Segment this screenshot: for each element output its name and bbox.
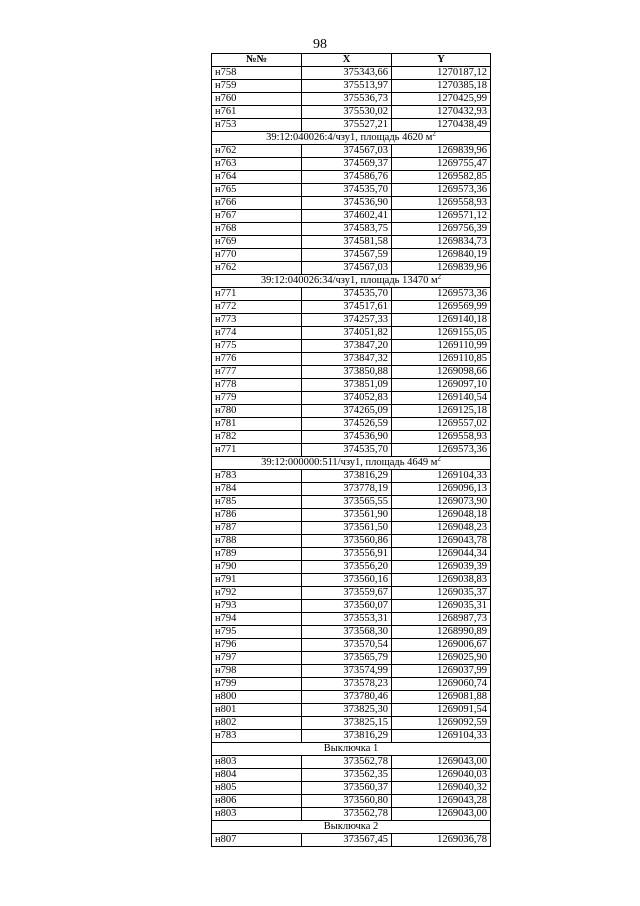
table-row bbox=[212, 717, 491, 730]
column-header-y: Y bbox=[392, 54, 491, 67]
section-title-text: Выключка 2 bbox=[323, 821, 379, 832]
y-coordinate-cell: 1269096,13 bbox=[392, 483, 491, 496]
point-id-cell: н763 bbox=[212, 158, 302, 171]
table-row bbox=[212, 574, 491, 587]
y-coordinate-cell: 1269098,66 bbox=[392, 366, 491, 379]
x-coordinate-cell: 373561,90 bbox=[302, 509, 392, 522]
table-row bbox=[212, 509, 491, 522]
point-id-cell: н793 bbox=[212, 600, 302, 613]
table-row bbox=[212, 678, 491, 691]
point-id-cell: н775 bbox=[212, 340, 302, 353]
x-coordinate-cell: 374567,03 bbox=[302, 262, 392, 275]
x-coordinate-cell: 373850,88 bbox=[302, 366, 392, 379]
point-id-cell: н804 bbox=[212, 769, 302, 782]
y-coordinate-cell: 1269044,34 bbox=[392, 548, 491, 561]
x-coordinate-cell: 374535,70 bbox=[302, 184, 392, 197]
section-row bbox=[212, 821, 491, 834]
y-coordinate-cell: 1269840,19 bbox=[392, 249, 491, 262]
y-coordinate-cell: 1269092,59 bbox=[392, 717, 491, 730]
table-row bbox=[212, 418, 491, 431]
y-coordinate-cell: 1269043,00 bbox=[392, 756, 491, 769]
table-row bbox=[212, 522, 491, 535]
point-id-cell: н790 bbox=[212, 561, 302, 574]
column-header-number: №№ bbox=[212, 54, 302, 67]
x-coordinate-cell: 375343,66 bbox=[302, 67, 392, 80]
coordinates-table bbox=[211, 53, 491, 847]
point-id-cell: н797 bbox=[212, 652, 302, 665]
x-coordinate-cell: 373556,20 bbox=[302, 561, 392, 574]
table-row bbox=[212, 353, 491, 366]
area-unit-superscript: 2 bbox=[437, 274, 442, 281]
x-coordinate-cell: 375527,21 bbox=[302, 119, 392, 132]
point-id-cell: н759 bbox=[212, 80, 302, 93]
table-row bbox=[212, 483, 491, 496]
y-coordinate-cell: 1270187,12 bbox=[392, 67, 491, 80]
table-row bbox=[212, 665, 491, 678]
table-row bbox=[212, 171, 491, 184]
table-row bbox=[212, 535, 491, 548]
x-coordinate-cell: 373825,15 bbox=[302, 717, 392, 730]
table-row bbox=[212, 730, 491, 743]
x-coordinate-cell: 374602,41 bbox=[302, 210, 392, 223]
y-coordinate-cell: 1269035,37 bbox=[392, 587, 491, 600]
y-coordinate-cell: 1269104,33 bbox=[392, 470, 491, 483]
y-coordinate-cell: 1269104,33 bbox=[392, 730, 491, 743]
point-id-cell: н758 bbox=[212, 67, 302, 80]
y-coordinate-cell: 1269834,73 bbox=[392, 236, 491, 249]
table-row bbox=[212, 769, 491, 782]
x-coordinate-cell: 373560,16 bbox=[302, 574, 392, 587]
table-row bbox=[212, 834, 491, 847]
point-id-cell: н772 bbox=[212, 301, 302, 314]
point-id-cell: н760 bbox=[212, 93, 302, 106]
point-id-cell: н785 bbox=[212, 496, 302, 509]
table-row bbox=[212, 600, 491, 613]
table-row bbox=[212, 262, 491, 275]
x-coordinate-cell: 374517,61 bbox=[302, 301, 392, 314]
point-id-cell: н766 bbox=[212, 197, 302, 210]
x-coordinate-cell: 374526,59 bbox=[302, 418, 392, 431]
x-coordinate-cell: 375513,97 bbox=[302, 80, 392, 93]
y-coordinate-cell: 1269060,74 bbox=[392, 678, 491, 691]
point-id-cell: н771 bbox=[212, 444, 302, 457]
point-id-cell: н791 bbox=[212, 574, 302, 587]
x-coordinate-cell: 373560,37 bbox=[302, 782, 392, 795]
x-coordinate-cell: 374535,70 bbox=[302, 288, 392, 301]
x-coordinate-cell: 374052,83 bbox=[302, 392, 392, 405]
x-coordinate-cell: 374581,58 bbox=[302, 236, 392, 249]
table-row bbox=[212, 639, 491, 652]
table-row bbox=[212, 587, 491, 600]
x-coordinate-cell: 374569,37 bbox=[302, 158, 392, 171]
y-coordinate-cell: 1269025,90 bbox=[392, 652, 491, 665]
point-id-cell: н771 bbox=[212, 288, 302, 301]
table-row bbox=[212, 405, 491, 418]
table-row bbox=[212, 106, 491, 119]
table-row bbox=[212, 145, 491, 158]
point-id-cell: н794 bbox=[212, 613, 302, 626]
section-title-text: Выключка 1 bbox=[323, 743, 379, 754]
y-coordinate-cell: 1269839,96 bbox=[392, 145, 491, 158]
y-coordinate-cell: 1269110,99 bbox=[392, 340, 491, 353]
point-id-cell: н780 bbox=[212, 405, 302, 418]
section-row bbox=[212, 457, 491, 470]
point-id-cell: н783 bbox=[212, 470, 302, 483]
y-coordinate-cell: 1269091,54 bbox=[392, 704, 491, 717]
point-id-cell: н806 bbox=[212, 795, 302, 808]
y-coordinate-cell: 1269048,18 bbox=[392, 509, 491, 522]
table-row bbox=[212, 444, 491, 457]
table-row bbox=[212, 67, 491, 80]
x-coordinate-cell: 375536,73 bbox=[302, 93, 392, 106]
point-id-cell: н762 bbox=[212, 145, 302, 158]
section-title-text: 39:12:000000:511/чзу1, площадь 4649 м bbox=[261, 457, 438, 468]
y-coordinate-cell: 1269048,23 bbox=[392, 522, 491, 535]
point-id-cell: н774 bbox=[212, 327, 302, 340]
y-coordinate-cell: 1269557,02 bbox=[392, 418, 491, 431]
page-number: 98 bbox=[313, 37, 327, 52]
x-coordinate-cell: 374257,33 bbox=[302, 314, 392, 327]
y-coordinate-cell: 1269125,18 bbox=[392, 405, 491, 418]
y-coordinate-cell: 1269043,78 bbox=[392, 535, 491, 548]
point-id-cell: н768 bbox=[212, 223, 302, 236]
point-id-cell: н773 bbox=[212, 314, 302, 327]
x-coordinate-cell: 373562,78 bbox=[302, 756, 392, 769]
point-id-cell: н803 bbox=[212, 756, 302, 769]
x-coordinate-cell: 374567,03 bbox=[302, 145, 392, 158]
table-row bbox=[212, 392, 491, 405]
table-body bbox=[212, 67, 491, 847]
x-coordinate-cell: 374051,82 bbox=[302, 327, 392, 340]
y-coordinate-cell: 1268987,73 bbox=[392, 613, 491, 626]
y-coordinate-cell: 1269097,10 bbox=[392, 379, 491, 392]
table-row bbox=[212, 496, 491, 509]
y-coordinate-cell: 1269573,36 bbox=[392, 288, 491, 301]
x-coordinate-cell: 373574,99 bbox=[302, 665, 392, 678]
x-coordinate-cell: 374567,59 bbox=[302, 249, 392, 262]
table-header-row bbox=[212, 54, 491, 67]
table-row bbox=[212, 652, 491, 665]
table-row bbox=[212, 288, 491, 301]
y-coordinate-cell: 1269155,05 bbox=[392, 327, 491, 340]
x-coordinate-cell: 373553,31 bbox=[302, 613, 392, 626]
y-coordinate-cell: 1269140,18 bbox=[392, 314, 491, 327]
y-coordinate-cell: 1269040,32 bbox=[392, 782, 491, 795]
y-coordinate-cell: 1269582,85 bbox=[392, 171, 491, 184]
section-row bbox=[212, 275, 491, 288]
y-coordinate-cell: 1269006,67 bbox=[392, 639, 491, 652]
y-coordinate-cell: 1268990,89 bbox=[392, 626, 491, 639]
point-id-cell: н796 bbox=[212, 639, 302, 652]
y-coordinate-cell: 1269040,03 bbox=[392, 769, 491, 782]
x-coordinate-cell: 373568,30 bbox=[302, 626, 392, 639]
y-coordinate-cell: 1269140,54 bbox=[392, 392, 491, 405]
x-coordinate-cell: 373825,30 bbox=[302, 704, 392, 717]
point-id-cell: н805 bbox=[212, 782, 302, 795]
table-row bbox=[212, 184, 491, 197]
y-coordinate-cell: 1270432,93 bbox=[392, 106, 491, 119]
x-coordinate-cell: 374265,09 bbox=[302, 405, 392, 418]
y-coordinate-cell: 1269039,39 bbox=[392, 561, 491, 574]
y-coordinate-cell: 1269081,88 bbox=[392, 691, 491, 704]
x-coordinate-cell: 373851,09 bbox=[302, 379, 392, 392]
table-row bbox=[212, 782, 491, 795]
section-title bbox=[212, 821, 491, 834]
table-row bbox=[212, 379, 491, 392]
y-coordinate-cell: 1269573,36 bbox=[392, 184, 491, 197]
point-id-cell: н786 bbox=[212, 509, 302, 522]
y-coordinate-cell: 1270385,18 bbox=[392, 80, 491, 93]
table-row bbox=[212, 431, 491, 444]
table-row bbox=[212, 80, 491, 93]
y-coordinate-cell: 1269558,93 bbox=[392, 431, 491, 444]
table-row bbox=[212, 197, 491, 210]
table-row bbox=[212, 236, 491, 249]
y-coordinate-cell: 1269571,12 bbox=[392, 210, 491, 223]
section-row bbox=[212, 132, 491, 145]
point-id-cell: н784 bbox=[212, 483, 302, 496]
x-coordinate-cell: 373565,79 bbox=[302, 652, 392, 665]
column-header-x: X bbox=[302, 54, 392, 67]
x-coordinate-cell: 373560,07 bbox=[302, 600, 392, 613]
section-title bbox=[212, 457, 491, 470]
table-row bbox=[212, 249, 491, 262]
point-id-cell: н767 bbox=[212, 210, 302, 223]
x-coordinate-cell: 373562,78 bbox=[302, 808, 392, 821]
x-coordinate-cell: 373578,23 bbox=[302, 678, 392, 691]
y-coordinate-cell: 1269839,96 bbox=[392, 262, 491, 275]
x-coordinate-cell: 373556,91 bbox=[302, 548, 392, 561]
y-coordinate-cell: 1269037,99 bbox=[392, 665, 491, 678]
point-id-cell: н782 bbox=[212, 431, 302, 444]
x-coordinate-cell: 373847,32 bbox=[302, 353, 392, 366]
point-id-cell: н795 bbox=[212, 626, 302, 639]
x-coordinate-cell: 373847,20 bbox=[302, 340, 392, 353]
y-coordinate-cell: 1269755,47 bbox=[392, 158, 491, 171]
table-row bbox=[212, 301, 491, 314]
x-coordinate-cell: 373816,29 bbox=[302, 470, 392, 483]
table-row bbox=[212, 314, 491, 327]
x-coordinate-cell: 373816,29 bbox=[302, 730, 392, 743]
x-coordinate-cell: 373560,80 bbox=[302, 795, 392, 808]
x-coordinate-cell: 374583,75 bbox=[302, 223, 392, 236]
x-coordinate-cell: 373559,67 bbox=[302, 587, 392, 600]
point-id-cell: н798 bbox=[212, 665, 302, 678]
point-id-cell: н803 bbox=[212, 808, 302, 821]
table-row bbox=[212, 340, 491, 353]
section-title bbox=[212, 132, 491, 145]
point-id-cell: н762 bbox=[212, 262, 302, 275]
y-coordinate-cell: 1269110,85 bbox=[392, 353, 491, 366]
table-row bbox=[212, 613, 491, 626]
point-id-cell: н802 bbox=[212, 717, 302, 730]
section-row bbox=[212, 743, 491, 756]
point-id-cell: н783 bbox=[212, 730, 302, 743]
y-coordinate-cell: 1270425,99 bbox=[392, 93, 491, 106]
y-coordinate-cell: 1269569,99 bbox=[392, 301, 491, 314]
table-row bbox=[212, 223, 491, 236]
point-id-cell: н776 bbox=[212, 353, 302, 366]
x-coordinate-cell: 374535,70 bbox=[302, 444, 392, 457]
x-coordinate-cell: 373780,46 bbox=[302, 691, 392, 704]
y-coordinate-cell: 1269573,36 bbox=[392, 444, 491, 457]
x-coordinate-cell: 373561,50 bbox=[302, 522, 392, 535]
area-unit-superscript: 2 bbox=[437, 456, 441, 463]
point-id-cell: н792 bbox=[212, 587, 302, 600]
table-row bbox=[212, 795, 491, 808]
y-coordinate-cell: 1269043,28 bbox=[392, 795, 491, 808]
table-row bbox=[212, 756, 491, 769]
table-row bbox=[212, 210, 491, 223]
point-id-cell: н788 bbox=[212, 535, 302, 548]
y-coordinate-cell: 1269558,93 bbox=[392, 197, 491, 210]
point-id-cell: н801 bbox=[212, 704, 302, 717]
x-coordinate-cell: 373565,55 bbox=[302, 496, 392, 509]
point-id-cell: н799 bbox=[212, 678, 302, 691]
x-coordinate-cell: 374536,90 bbox=[302, 431, 392, 444]
x-coordinate-cell: 374536,90 bbox=[302, 197, 392, 210]
point-id-cell: н777 bbox=[212, 366, 302, 379]
point-id-cell: н778 bbox=[212, 379, 302, 392]
table-row bbox=[212, 704, 491, 717]
table-row bbox=[212, 626, 491, 639]
point-id-cell: н770 bbox=[212, 249, 302, 262]
point-id-cell: н764 bbox=[212, 171, 302, 184]
point-id-cell: н781 bbox=[212, 418, 302, 431]
table-row bbox=[212, 548, 491, 561]
section-title bbox=[212, 743, 491, 756]
y-coordinate-cell: 1269038,83 bbox=[392, 574, 491, 587]
point-id-cell: н753 bbox=[212, 119, 302, 132]
x-coordinate-cell: 373560,86 bbox=[302, 535, 392, 548]
table-row bbox=[212, 158, 491, 171]
x-coordinate-cell: 373562,35 bbox=[302, 769, 392, 782]
point-id-cell: н765 bbox=[212, 184, 302, 197]
section-title-text: 39:12:040026:34/чзу1, площадь 13470 м bbox=[260, 275, 438, 286]
table-row bbox=[212, 470, 491, 483]
table-row bbox=[212, 93, 491, 106]
y-coordinate-cell: 1269035,31 bbox=[392, 600, 491, 613]
point-id-cell: н761 bbox=[212, 106, 302, 119]
x-coordinate-cell: 373570,54 bbox=[302, 639, 392, 652]
point-id-cell: н800 bbox=[212, 691, 302, 704]
x-coordinate-cell: 373567,45 bbox=[302, 834, 392, 847]
point-id-cell: н807 bbox=[212, 834, 302, 847]
x-coordinate-cell: 373778,19 bbox=[302, 483, 392, 496]
point-id-cell: н779 bbox=[212, 392, 302, 405]
y-coordinate-cell: 1269756,39 bbox=[392, 223, 491, 236]
x-coordinate-cell: 375530,02 bbox=[302, 106, 392, 119]
y-coordinate-cell: 1269043,00 bbox=[392, 808, 491, 821]
y-coordinate-cell: 1269036,78 bbox=[392, 834, 491, 847]
section-title-text: 39:12:040026:4/чзу1, площадь 4620 м bbox=[266, 132, 433, 143]
section-title bbox=[212, 275, 491, 288]
point-id-cell: н789 bbox=[212, 548, 302, 561]
area-unit-superscript: 2 bbox=[432, 131, 436, 138]
table-row bbox=[212, 691, 491, 704]
point-id-cell: н787 bbox=[212, 522, 302, 535]
table-row bbox=[212, 808, 491, 821]
table-row bbox=[212, 119, 491, 132]
y-coordinate-cell: 1270438,49 bbox=[392, 119, 491, 132]
table-row bbox=[212, 366, 491, 379]
table-row bbox=[212, 327, 491, 340]
table-row bbox=[212, 561, 491, 574]
point-id-cell: н769 bbox=[212, 236, 302, 249]
x-coordinate-cell: 374586,76 bbox=[302, 171, 392, 184]
y-coordinate-cell: 1269073,90 bbox=[392, 496, 491, 509]
